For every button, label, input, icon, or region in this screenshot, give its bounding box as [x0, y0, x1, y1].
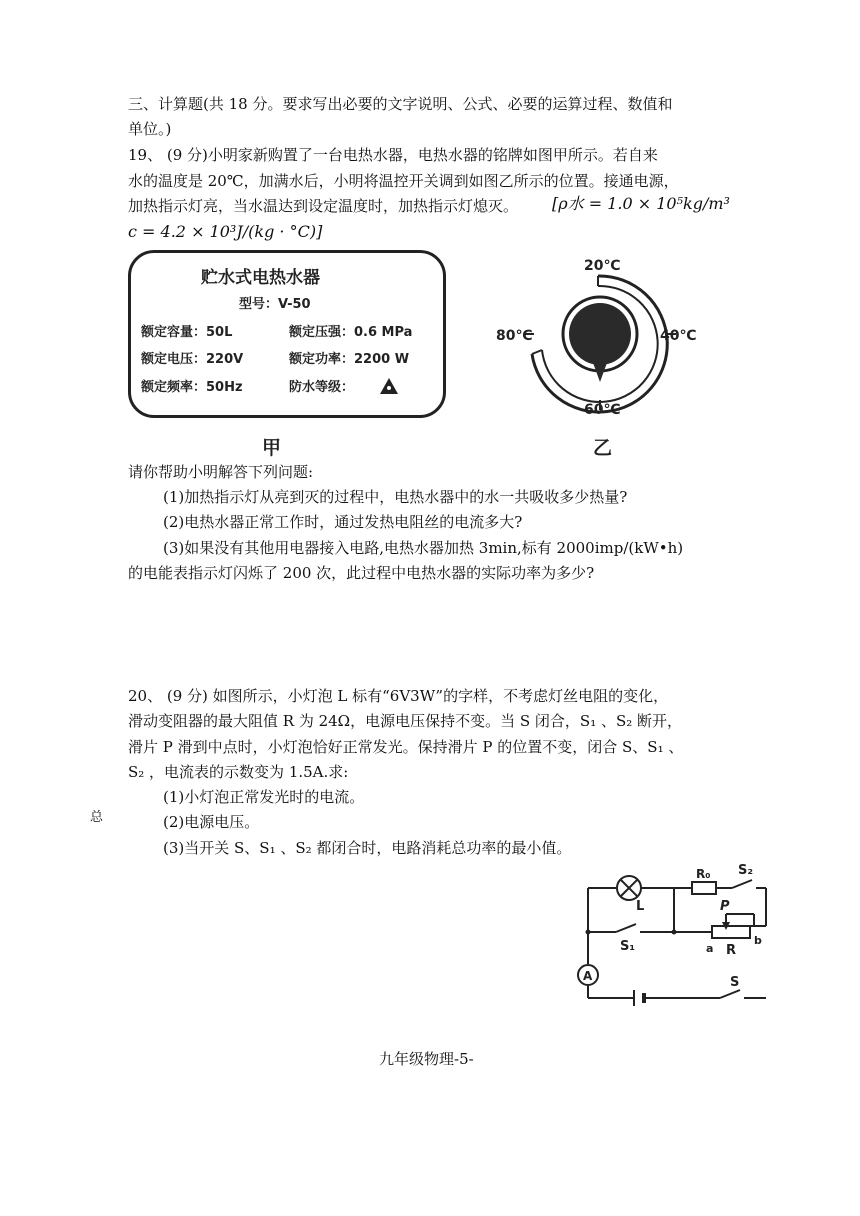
waterproof-triangle-icon: [379, 377, 399, 395]
q19-line-1: 19、 (9 分)小明家新购置了一台电热水器，电热水器的铭牌如图甲所示。若自来: [128, 146, 658, 164]
figure-caption-jia: 甲: [262, 437, 282, 459]
label-b: b: [754, 934, 762, 947]
q20-line-3: 滑片 P 滑到中点时，小灯泡恰好正常发光。保持滑片 P 的位置不变，闭合 S、S₁ 、: [128, 738, 684, 756]
q19-sub-2: (2)电热水器正常工作时，通过发热电阻丝的电流多大?: [163, 513, 523, 531]
section-heading-cont: 单位。): [128, 120, 172, 138]
nameplate-pressure: 额定压强：0.6 MPa: [289, 325, 413, 340]
label-S1: S₁: [620, 939, 636, 954]
q20-sub-1: (1)小灯泡正常发光时的电流。: [163, 788, 365, 806]
q20-sub-3: (3)当开关 S、S₁ 、S₂ 都闭合时，电路消耗总功率的最小值。: [163, 839, 572, 857]
label-L: L: [636, 899, 645, 914]
label-S2: S₂: [738, 863, 754, 878]
dial-label-80: 80℃: [496, 328, 533, 344]
q20-sub-2: (2)电源电压。: [163, 813, 260, 831]
q19-line-2: 水的温度是 20℃，加满水后，小明将温控开关调到如图乙所示的位置。接通电源，: [128, 172, 679, 190]
nameplate-model: 型号：V-50: [239, 297, 311, 312]
margin-mark: 总: [90, 810, 104, 825]
figure-caption-yi: 乙: [593, 437, 613, 459]
page-footer: 九年级物理-5-: [379, 1050, 474, 1068]
dial-label-20: 20℃: [584, 258, 621, 274]
q19-sub-3a: (3)如果没有其他用电器接入电路,电热水器加热 3min,标有 2000imp/(kW•h): [163, 539, 684, 557]
nameplate-title: 贮水式电热水器: [201, 268, 320, 288]
nameplate-frequency: 额定频率：50Hz: [141, 380, 243, 395]
dial-label-40: 40℃: [660, 328, 697, 344]
q20-line-2: 滑动变阻器的最大阻值 R 为 24Ω，电源电压保持不变。当 S 闭合，S₁ 、S₂ 断开，: [128, 712, 683, 730]
thermostat-dial-figure: [490, 250, 700, 425]
q19-intro: 请你帮助小明解答下列问题:: [128, 463, 314, 481]
section-heading: 三、计算题(共 18 分。要求写出必要的文字说明、公式、必要的运算过程、数值和: [128, 95, 673, 113]
q20-line-4: S₂ ，电流表的示数变为 1.5A.求:: [128, 763, 349, 781]
label-A: A: [583, 969, 593, 983]
nameplate-figure: [128, 250, 446, 418]
q19-sub-1: (1)加热指示灯从亮到灭的过程中，电热水器中的水一共吸收多少热量?: [163, 488, 628, 506]
label-R0: R₀: [696, 867, 711, 881]
resistor-r0-icon: [692, 882, 716, 894]
nameplate-voltage: 额定电压：220V: [141, 352, 244, 367]
dial-label-60: 60℃: [584, 402, 621, 418]
q19-line-3: 加热指示灯亮，当水温达到设定温度时，加热指示灯熄灭。: [128, 197, 519, 215]
label-a: a: [706, 942, 714, 955]
label-P: P: [720, 899, 730, 914]
nameplate-waterproof: 防水等级：: [289, 380, 355, 395]
q19-sub-3b: 的电能表指示灯闪烁了 200 次，此过程中电热水器的实际功率为多少?: [128, 564, 595, 582]
circuit-diagram: [570, 858, 780, 1008]
q19-formula-specific-heat: c = 4.2 × 10³J/(kg · °C)]: [128, 222, 323, 241]
nameplate-power: 额定功率：2200 W: [289, 352, 410, 367]
label-R: R: [726, 943, 737, 958]
nameplate-capacity: 额定容量：50L: [141, 325, 233, 340]
q19-formula-density: [ρ水 = 1.0 × 10⁵kg/m³: [552, 194, 730, 213]
dial-knob: [569, 303, 631, 365]
label-S: S: [730, 975, 740, 990]
q20-line-1: 20、 (9 分) 如图所示，小灯泡 L 标有“6V3W”的字样，不考虑灯丝电阻的变化，: [128, 687, 669, 705]
rheostat-icon: [712, 926, 750, 938]
